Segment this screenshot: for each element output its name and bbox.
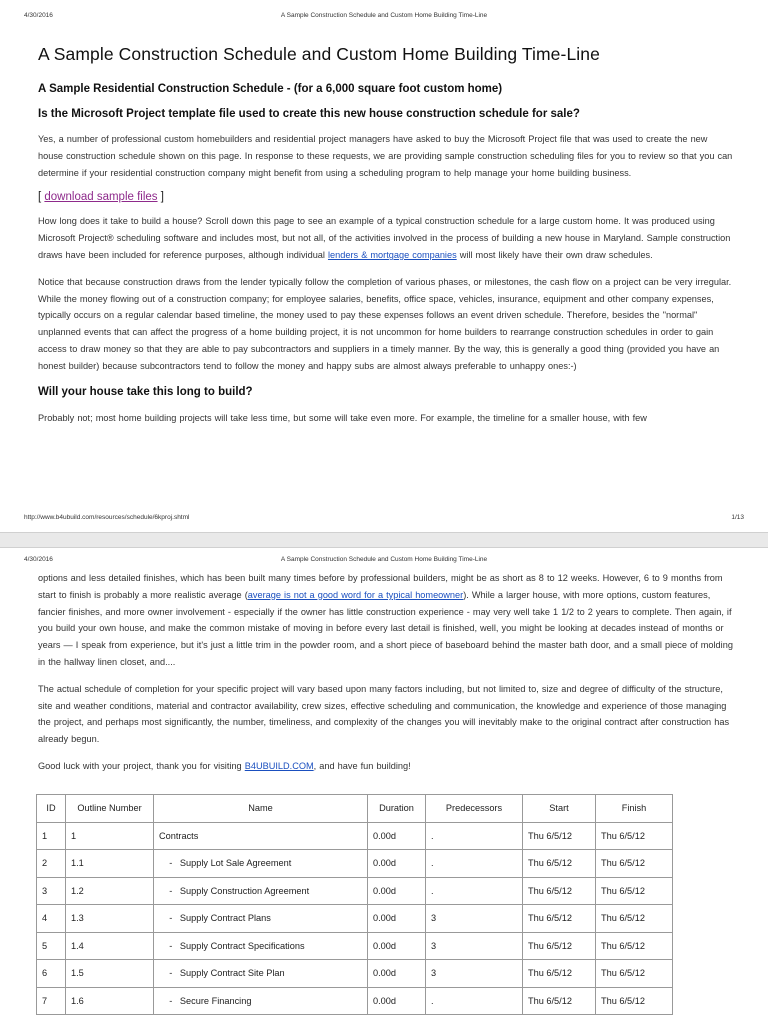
table-row bbox=[37, 960, 673, 988]
page-footer bbox=[24, 514, 744, 524]
col-header-predecessors: Predecessors bbox=[426, 795, 523, 823]
cell-finish: Thu 6/5/12 bbox=[596, 850, 673, 878]
schedule-factors-paragraph: The actual schedule of completion for your specific project will vary based upon many factors including, but not limited to, size and degree of difficulty of the structure, site and weather conditions, material and contractor availability, crew sizes, effective scheduling and communication, the knowledge and experience of those managing the project, and perhaps most significantly, the number, timeliness, and complexity of the changes you will inevitably make to the original contract after construction has already begun. bbox=[38, 683, 730, 745]
header-date: 4/30/2016 bbox=[24, 556, 53, 563]
cell-name: - Supply Contract Site Plan bbox=[154, 960, 368, 988]
page-header bbox=[24, 556, 744, 566]
timeline-text-b: ). While a larger house, with more options, custom features, fancier finishes, and more owner involvement - especially if the owner has little construction experience - may very well take 1 1/2 to 2 years to complete. Then again, if you build your own house, and make the common mistake of moving in before every last detail is finished, well, you might be looking at decades instead of months or years — I speak from experience, but it's just a little trim in the powder room, and a short piece of baseboard behind the master bath door, and a small piece of molding in the hallway linen closet, and.... bbox=[38, 589, 733, 667]
cell-start: Thu 6/5/12 bbox=[523, 960, 596, 988]
cell-predecessors: 3 bbox=[426, 932, 523, 960]
page2-content bbox=[38, 570, 734, 775]
cell-outline: 1.5 bbox=[66, 960, 154, 988]
timeline-paragraph bbox=[38, 570, 734, 671]
cell-start: Thu 6/5/12 bbox=[523, 822, 596, 850]
cell-start: Thu 6/5/12 bbox=[523, 932, 596, 960]
cell-id: 2 bbox=[37, 850, 66, 878]
page-separator bbox=[0, 532, 768, 548]
cell-id: 1 bbox=[37, 822, 66, 850]
cell-predecessors: . bbox=[426, 877, 523, 905]
how-long-text-a: How long does it take to build a house? Scroll down this page to see an example of a typical construction schedule for a large custom home. It was produced using Microsoft Project® scheduling software and includes most, but not all, of the activities involved in the process of building a new house in Maryland. Sample construction draws have been included for reference purposes, although individual bbox=[38, 216, 731, 260]
page-header bbox=[24, 12, 744, 22]
table-row bbox=[37, 987, 673, 1015]
cell-name: - Secure Financing bbox=[154, 987, 368, 1015]
table-row bbox=[37, 822, 673, 850]
cell-id: 7 bbox=[37, 987, 66, 1015]
cell-name: - Supply Contract Plans bbox=[154, 905, 368, 933]
col-header-name: Name bbox=[154, 795, 368, 823]
cell-predecessors: . bbox=[426, 822, 523, 850]
cell-name: Contracts bbox=[154, 822, 368, 850]
cell-name: - Supply Construction Agreement bbox=[154, 877, 368, 905]
cell-name: - Supply Lot Sale Agreement bbox=[154, 850, 368, 878]
probably-not-paragraph: Probably not; most home building projects will take less time, but some will take even more. For example, the timeline for a smaller house, with few bbox=[38, 412, 647, 423]
intro-paragraph: Yes, a number of professional custom homebuilders and residential project managers have asked to buy the Microsoft Project file that was used to create the new house construction schedule shown on this page. In response to these requests, we are providing sample construction scheduling files for you to review so that you can determine if your residential construction company might benefit from using a scheduling program to help manage your home building business. bbox=[38, 134, 733, 178]
cell-outline: 1.2 bbox=[66, 877, 154, 905]
col-header-duration: Duration bbox=[368, 795, 426, 823]
cell-id: 6 bbox=[37, 960, 66, 988]
how-long-heading: Will your house take this long to build? bbox=[38, 385, 253, 398]
cell-finish: Thu 6/5/12 bbox=[596, 987, 673, 1015]
cell-duration: 0.00d bbox=[368, 877, 426, 905]
good-luck-text-a: Good luck with your project, thank you for visiting bbox=[38, 760, 245, 771]
col-header-id: ID bbox=[37, 795, 66, 823]
cell-predecessors: 3 bbox=[426, 960, 523, 988]
header-date: 4/30/2016 bbox=[24, 12, 53, 19]
cell-name: - Supply Contract Specifications bbox=[154, 932, 368, 960]
cell-duration: 0.00d bbox=[368, 960, 426, 988]
good-luck-text-b: , and have fun building! bbox=[313, 760, 411, 771]
cell-outline: 1.6 bbox=[66, 987, 154, 1015]
cell-id: 3 bbox=[37, 877, 66, 905]
table-row bbox=[37, 932, 673, 960]
cell-duration: 0.00d bbox=[368, 850, 426, 878]
cell-id: 5 bbox=[37, 932, 66, 960]
download-bracket-close: ] bbox=[157, 191, 164, 204]
header-title: A Sample Construction Schedule and Custom Home Building Time-Line bbox=[280, 12, 488, 19]
download-bracket-open: [ bbox=[38, 191, 45, 204]
page-title: A Sample Construction Schedule and Custom Home Building Time-Line bbox=[38, 44, 600, 64]
good-luck-paragraph bbox=[38, 758, 734, 775]
cell-start: Thu 6/5/12 bbox=[523, 877, 596, 905]
col-header-finish: Finish bbox=[596, 795, 673, 823]
how-long-text-b: will most likely have their own draw schedules. bbox=[456, 249, 653, 260]
cell-predecessors: . bbox=[426, 987, 523, 1015]
lenders-mortgage-link[interactable]: lenders & mortgage companies bbox=[328, 249, 457, 260]
table-row bbox=[37, 905, 673, 933]
cell-predecessors: . bbox=[426, 850, 523, 878]
download-sample-files-link[interactable]: download sample files bbox=[44, 191, 158, 204]
footer-url: http://www.b4ubuild.com/resources/schedule/6kproj.shtml bbox=[24, 514, 190, 521]
cell-duration: 0.00d bbox=[368, 987, 426, 1015]
table-row bbox=[37, 850, 673, 878]
cell-start: Thu 6/5/12 bbox=[523, 905, 596, 933]
cell-predecessors: 3 bbox=[426, 905, 523, 933]
cell-duration: 0.00d bbox=[368, 905, 426, 933]
table-header-row bbox=[37, 795, 673, 823]
b4ubuild-link[interactable]: B4UBUILD.COM bbox=[244, 760, 314, 771]
cell-start: Thu 6/5/12 bbox=[523, 987, 596, 1015]
cell-finish: Thu 6/5/12 bbox=[596, 932, 673, 960]
cell-outline: 1.1 bbox=[66, 850, 154, 878]
cell-outline: 1.3 bbox=[66, 905, 154, 933]
page1-content bbox=[38, 44, 734, 426]
timeline-text-a: options and less detailed finishes, which has been built many times before by professional builders, might be as short as 8 to 12 weeks. However, 6 to 9 months from start to finish is probably a more realistic average ( bbox=[38, 573, 723, 600]
schedule-table bbox=[36, 794, 673, 1015]
cell-duration: 0.00d bbox=[368, 932, 426, 960]
pdf-page-2 bbox=[0, 548, 768, 1024]
cell-finish: Thu 6/5/12 bbox=[596, 877, 673, 905]
cell-finish: Thu 6/5/12 bbox=[596, 822, 673, 850]
draws-paragraph: Notice that because construction draws from the lender typically follow the completion of various phases, or milestones, the cash flow on a project can be very irregular. While the money flowing out of a construction company; for employee salaries, benefits, office space, vehicles, insurance, equipment and other company expenses, typically occurs on a regular calendar based timeline, the money used to pay these expenses follows an event driven schedule. Therefore, besides the "normal" unplanned events that can affect the progress of a home building project, it is not uncommon for home builders to rearrange construction schedules in order to gain access to draw money so that they are able to pay subcontractors and suppliers in a timely manner. By the way, this is generally a good thing (provided you have an honest builder) because subcontractors tend to follow the money and happy subs are almost always preferable to unhappy ones:-) bbox=[38, 276, 732, 371]
header-title: A Sample Construction Schedule and Custom Home Building Time-Line bbox=[280, 556, 488, 563]
cell-id: 4 bbox=[37, 905, 66, 933]
cell-duration: 0.00d bbox=[368, 822, 426, 850]
cell-finish: Thu 6/5/12 bbox=[596, 905, 673, 933]
table-row bbox=[37, 877, 673, 905]
col-header-outline: Outline Number bbox=[66, 795, 154, 823]
cell-start: Thu 6/5/12 bbox=[523, 850, 596, 878]
average-link[interactable]: average is not a good word for a typical homeowner bbox=[247, 589, 464, 600]
cell-outline: 1.4 bbox=[66, 932, 154, 960]
download-line bbox=[38, 191, 734, 203]
cell-outline: 1 bbox=[66, 822, 154, 850]
cell-finish: Thu 6/5/12 bbox=[596, 960, 673, 988]
how-long-paragraph bbox=[38, 213, 734, 263]
col-header-start: Start bbox=[523, 795, 596, 823]
subtitle: A Sample Residential Construction Schedule - (for a 6,000 square foot custom home) bbox=[38, 83, 503, 95]
question-heading: Is the Microsoft Project template file used to create this new house construction schedule for sale? bbox=[38, 108, 580, 120]
footer-page-number: 1/13 bbox=[731, 514, 744, 521]
